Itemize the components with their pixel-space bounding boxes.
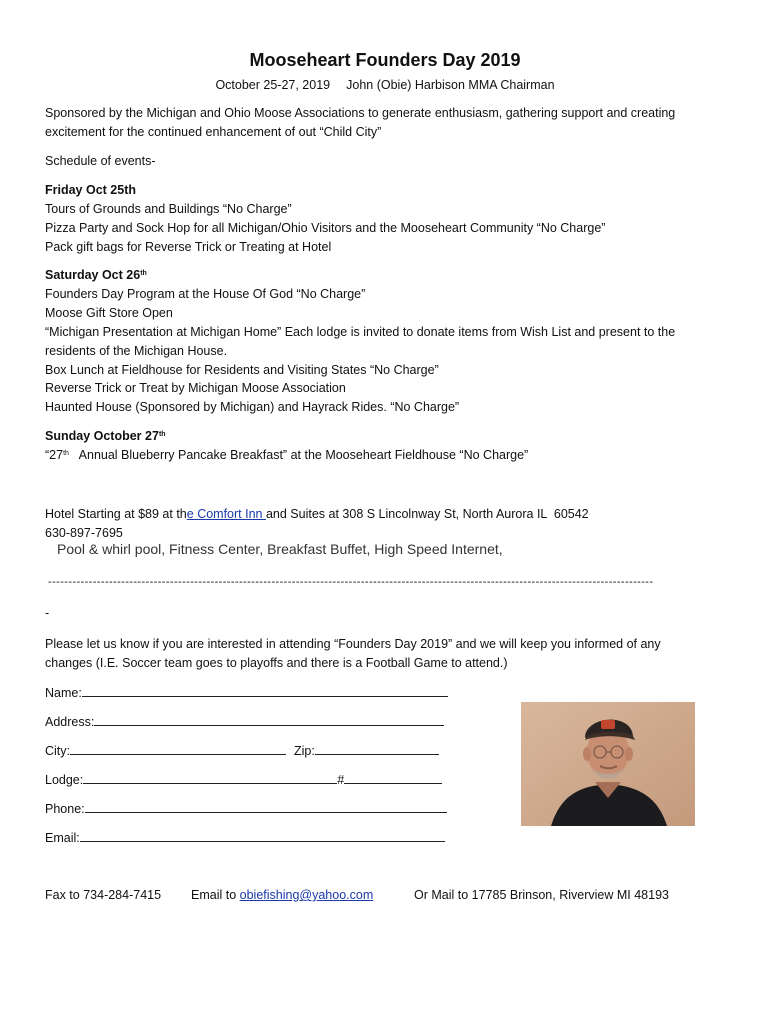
divider-tail: - xyxy=(45,606,50,620)
subtitle xyxy=(0,78,770,92)
saturday-item: Moose Gift Store Open xyxy=(45,306,173,320)
friday-item: Tours of Grounds and Buildings “No Charge” xyxy=(45,202,292,216)
email-link[interactable]: obiefishing@yahoo.com xyxy=(239,888,374,902)
lodge-number-field[interactable]: # xyxy=(337,773,345,787)
friday-item: Pack gift bags for Reverse Trick or Treating at Hotel xyxy=(45,240,332,254)
saturday-item: Haunted House (Sponsored by Michigan) and Hayrack Rides. “No Charge” xyxy=(45,400,460,414)
fax-info: Fax to 734-284-7415 xyxy=(45,888,162,902)
hotel-link[interactable]: e Comfort Inn xyxy=(186,507,266,521)
mail-info: Or Mail to 17785 Brinson, Riverview MI 48193 xyxy=(414,888,669,902)
friday-item: Pizza Party and Sock Hop for all Michigan/Ohio Visitors and the Mooseheart Community “No Charge” xyxy=(45,221,606,235)
hotel-phone: 630-897-7695 xyxy=(45,526,123,540)
hotel-amenities: Pool & whirl pool, Fitness Center, Breakfast Buffet, High Speed Internet, xyxy=(57,541,503,557)
saturday-item: Reverse Trick or Treat by Michigan Moose Association xyxy=(45,381,346,395)
saturday-heading: Saturday Oct 26th xyxy=(45,268,147,282)
email-info: Email to obiefishing@yahoo.com xyxy=(191,888,374,902)
chairman-photo xyxy=(521,702,695,826)
hotel-line: Hotel Starting at $89 at the Comfort Inn and Suites at 308 S Lincolnway St, North Aurora IL 60542 xyxy=(45,507,589,521)
sunday-item: “27th Annual Blueberry Pancake Breakfast” at the Mooseheart Fieldhouse “No Charge” xyxy=(45,448,529,462)
event-dates: October 25-27, 2019 xyxy=(215,78,331,92)
saturday-item: Box Lunch at Fieldhouse for Residents and Visiting States “No Charge” xyxy=(45,363,439,377)
name-field[interactable]: Name: xyxy=(45,683,448,703)
lodge-field[interactable]: Lodge: # xyxy=(45,770,442,790)
address-field[interactable]: Address: xyxy=(45,712,444,732)
sunday-heading: Sunday October 27th xyxy=(45,429,166,443)
page-title: Mooseheart Founders Day 2019 xyxy=(249,50,521,70)
phone-field[interactable]: Phone: xyxy=(45,799,447,819)
divider: ----------------------------------------------------------------------------------------------------------------------------------------------------- xyxy=(48,576,654,588)
chairman: John (Obie) Harbison MMA Chairman xyxy=(346,78,555,92)
interest-paragraph: Please let us know if you are interested in attending “Founders Day 2019” and we will keep you informed of any changes (I.E. Soccer team goes to playoffs and there is a Football Game to attend.) xyxy=(45,637,661,670)
city-field[interactable]: City: Zip: xyxy=(45,741,439,761)
saturday-item: residents of the Michigan House. xyxy=(45,344,228,358)
intro-paragraph: Sponsored by the Michigan and Ohio Moose Associations to generate enthusiasm, gathering support and creating excitement for the continued enhancement of out “Child City” xyxy=(45,106,676,139)
zip-field[interactable]: Zip: xyxy=(294,744,315,758)
email-field[interactable]: Email: xyxy=(45,828,445,848)
saturday-item: Founders Day Program at the House Of God “No Charge” xyxy=(45,287,366,301)
friday-heading: Friday Oct 25th xyxy=(45,183,136,197)
saturday-item: “Michigan Presentation at Michigan Home” Each lodge is invited to donate items from Wish List and present to the xyxy=(45,325,676,339)
schedule-label: Schedule of events- xyxy=(45,154,156,168)
